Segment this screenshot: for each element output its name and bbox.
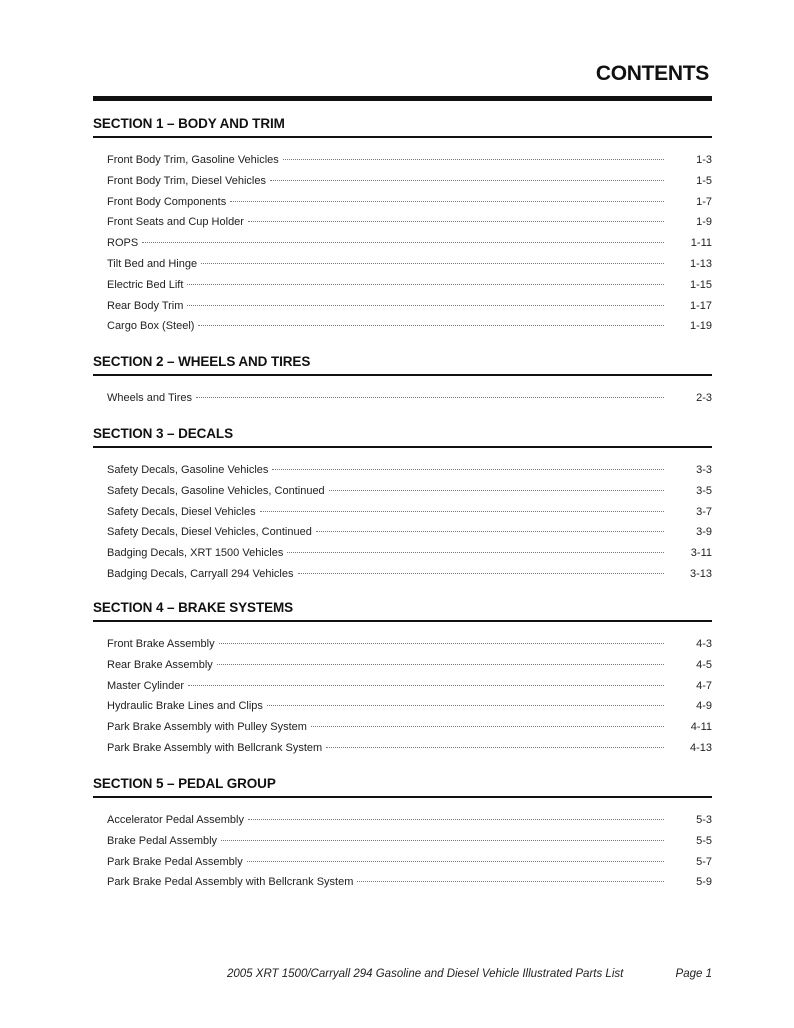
toc-entry[interactable]	[107, 696, 712, 717]
toc-entry[interactable]	[107, 676, 712, 697]
toc-entry-title: Rear Body Trim	[107, 299, 184, 312]
toc-entry-title: Park Brake Pedal Assembly with Bellcrank System	[107, 876, 354, 889]
toc-entry-page: 1-11	[690, 237, 712, 250]
dot-leader	[357, 881, 664, 882]
toc-entry-title: Hydraulic Brake Lines and Clips	[107, 700, 263, 713]
toc-entry-page: 5-7	[696, 855, 712, 868]
toc-entry[interactable]	[107, 254, 712, 275]
dot-leader	[230, 201, 664, 202]
toc-entry[interactable]	[107, 738, 712, 759]
dot-leader	[221, 840, 664, 841]
toc-entry-list	[93, 388, 712, 409]
toc-entry[interactable]	[107, 192, 712, 213]
toc-entry-page: 1-5	[696, 174, 712, 187]
section-decals	[93, 425, 712, 585]
toc-entry[interactable]	[107, 502, 712, 523]
toc-entry[interactable]	[107, 150, 712, 171]
toc-entry-page: 3-9	[696, 526, 712, 539]
toc-entry-list	[93, 460, 712, 585]
section-title: SECTION 3 – DECALS	[93, 426, 233, 441]
toc-entry-page: 4-11	[690, 721, 712, 734]
toc-entry-title: Park Brake Assembly with Bellcrank System	[107, 741, 323, 754]
dot-leader	[198, 325, 664, 326]
section-rule	[93, 796, 712, 798]
toc-entry-title: Wheels and Tires	[107, 392, 192, 404]
toc-entry-list	[93, 150, 712, 337]
section-title: SECTION 1 – BODY AND TRIM	[93, 116, 285, 131]
toc-entry-title: Accelerator Pedal Assembly	[107, 814, 244, 826]
toc-entry[interactable]	[107, 212, 712, 233]
toc-entry-title: Safety Decals, Diesel Vehicles	[107, 505, 256, 518]
toc-entry[interactable]	[107, 852, 712, 873]
toc-entry[interactable]	[107, 543, 712, 564]
dot-leader	[272, 469, 664, 470]
dot-leader	[316, 531, 664, 532]
footer-page-number: Page 1	[675, 968, 712, 980]
toc-entry-page: 3-7	[696, 505, 712, 518]
toc-entry-page: 3-13	[689, 567, 712, 580]
toc-entry[interactable]	[107, 655, 712, 676]
toc-entry-page: 4-9	[696, 700, 712, 713]
dot-leader	[267, 705, 664, 706]
toc-entry[interactable]	[107, 522, 712, 543]
toc-entry-title: Park Brake Pedal Assembly	[107, 855, 243, 868]
toc-entry-page: 1-19	[689, 320, 712, 333]
toc-entry-title: Front Body Trim, Diesel Vehicles	[107, 174, 266, 187]
dot-leader	[298, 573, 665, 574]
section-pedal-group	[93, 775, 712, 893]
toc-entry-list	[93, 810, 712, 893]
toc-entry-page: 1-15	[689, 278, 712, 291]
page-title: CONTENTS	[595, 62, 709, 85]
toc-entry-title: Cargo Box (Steel)	[107, 320, 195, 333]
toc-entry-page: 3-5	[696, 484, 712, 497]
section-body-and-trim	[93, 115, 712, 337]
toc-entry-page: 4-5	[696, 658, 712, 671]
dot-leader	[187, 305, 664, 306]
dot-leader	[329, 490, 664, 491]
dot-leader	[326, 747, 664, 748]
toc-entry-page: 5-5	[696, 834, 712, 847]
section-rule	[93, 136, 712, 138]
toc-entry[interactable]	[107, 634, 712, 655]
toc-entry[interactable]	[107, 831, 712, 852]
toc-entry-page: 1-9	[696, 216, 712, 229]
toc-entry-title: Safety Decals, Gasoline Vehicles, Continued	[107, 484, 325, 497]
toc-entry-page: 4-13	[689, 741, 712, 754]
section-rule	[93, 374, 712, 376]
toc-entry[interactable]	[107, 171, 712, 192]
toc-entry-title: Front Brake Assembly	[107, 638, 215, 650]
toc-entry-page: 2-3	[696, 392, 712, 404]
toc-entry-title: Electric Bed Lift	[107, 278, 184, 291]
dot-leader	[201, 263, 664, 264]
toc-entry[interactable]	[107, 296, 712, 317]
toc-entry[interactable]	[107, 564, 712, 585]
dot-leader	[260, 511, 664, 512]
toc-entry-title: Rear Brake Assembly	[107, 658, 213, 671]
toc-entry-title: Tilt Bed and Hinge	[107, 257, 198, 270]
dot-leader	[270, 180, 664, 181]
toc-entry[interactable]	[107, 810, 712, 831]
toc-entry[interactable]	[107, 872, 712, 893]
section-title: SECTION 5 – PEDAL GROUP	[93, 776, 276, 791]
toc-entry-title: Front Body Components	[107, 195, 227, 208]
toc-entry-title: Park Brake Assembly with Pulley System	[107, 721, 307, 734]
footer-document-title: 2005 XRT 1500/Carryall 294 Gasoline and Diesel Vehicle Illustrated Parts List	[227, 968, 624, 980]
toc-entry-title: Master Cylinder	[107, 679, 185, 692]
toc-entry-page: 1-17	[689, 299, 712, 312]
toc-entry-page: 5-9	[696, 876, 712, 889]
toc-entry-title: Safety Decals, Diesel Vehicles, Continued	[107, 526, 312, 539]
toc-entry[interactable]	[107, 233, 712, 254]
toc-entry-page: 3-3	[696, 464, 712, 476]
toc-entry-page: 1-3	[696, 154, 712, 166]
toc-entry-page: 1-13	[689, 257, 712, 270]
dot-leader	[283, 159, 664, 160]
dot-leader	[311, 726, 664, 727]
toc-entry-page: 5-3	[696, 814, 712, 826]
toc-entry[interactable]	[107, 717, 712, 738]
toc-entry-title: Badging Decals, XRT 1500 Vehicles	[107, 547, 284, 560]
toc-entry-title: ROPS	[107, 237, 139, 250]
toc-entry-title: Brake Pedal Assembly	[107, 834, 218, 847]
dot-leader	[248, 221, 664, 222]
toc-entry-title: Front Seats and Cup Holder	[107, 216, 244, 229]
toc-entry[interactable]	[107, 460, 712, 481]
toc-entry[interactable]	[107, 275, 712, 296]
dot-leader	[219, 643, 664, 644]
toc-entry-page: 4-3	[696, 638, 712, 650]
dot-leader	[188, 685, 664, 686]
title-rule	[93, 96, 712, 101]
toc-entry[interactable]	[107, 481, 712, 502]
section-title: SECTION 4 – BRAKE SYSTEMS	[93, 600, 294, 615]
toc-entry[interactable]	[107, 388, 712, 409]
dot-leader	[142, 242, 664, 243]
toc-entry-page: 1-7	[696, 195, 712, 208]
toc-entry[interactable]	[107, 316, 712, 337]
dot-leader	[287, 552, 664, 553]
section-rule	[93, 620, 712, 622]
toc-entry-page: 3-11	[690, 547, 712, 560]
section-brake-systems	[93, 599, 712, 759]
dot-leader	[196, 397, 664, 398]
dot-leader	[247, 861, 664, 862]
section-title: SECTION 2 – WHEELS AND TIRES	[93, 354, 311, 369]
section-rule	[93, 446, 712, 448]
dot-leader	[187, 284, 664, 285]
toc-entry-title: Badging Decals, Carryall 294 Vehicles	[107, 567, 294, 580]
toc-entry-list	[93, 634, 712, 759]
toc-entry-page: 4-7	[696, 679, 712, 692]
section-wheels-and-tires	[93, 353, 712, 409]
dot-leader	[217, 664, 664, 665]
toc-entry-title: Front Body Trim, Gasoline Vehicles	[107, 154, 279, 166]
dot-leader	[248, 819, 664, 820]
toc-entry-title: Safety Decals, Gasoline Vehicles	[107, 464, 269, 476]
